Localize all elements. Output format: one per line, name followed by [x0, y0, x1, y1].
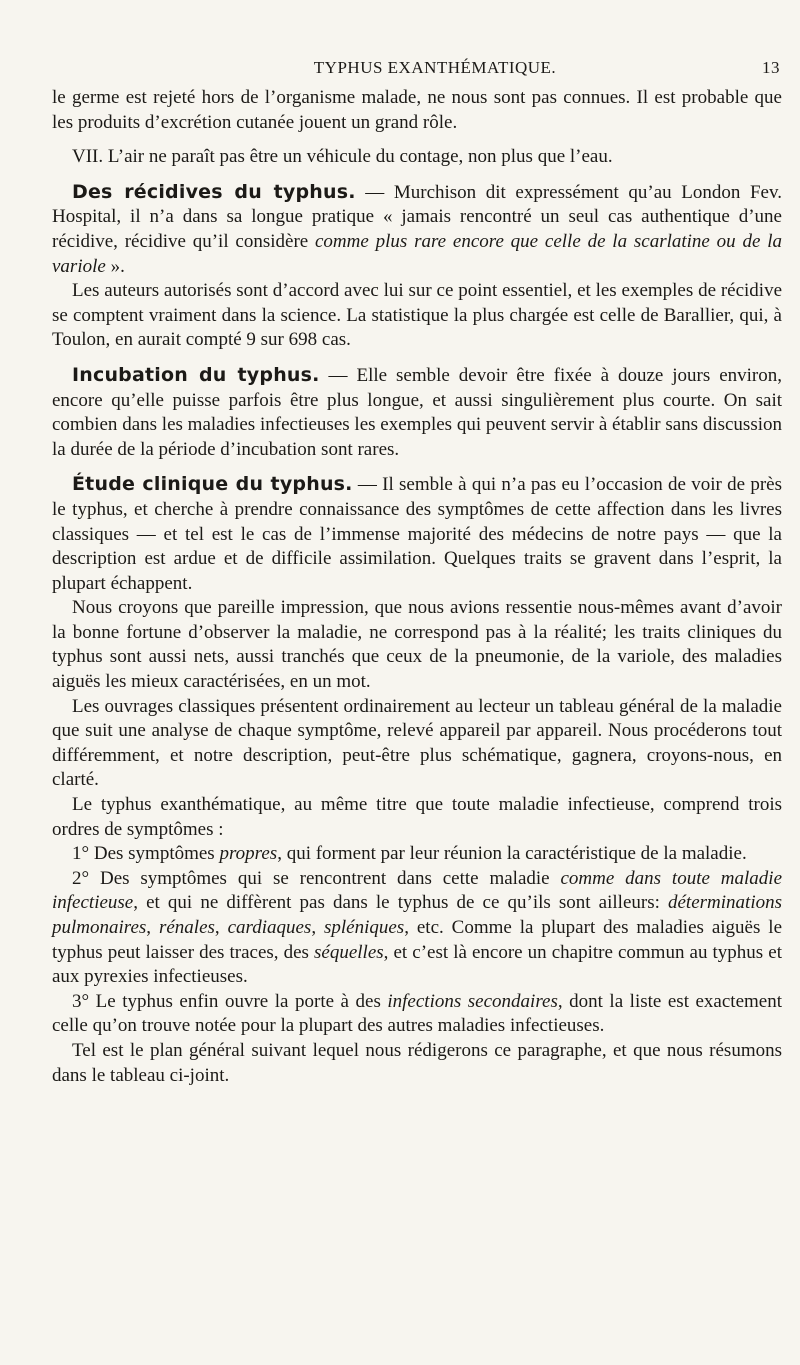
item3-emphasis: infections secondaires — [387, 990, 558, 1012]
page-number: 13 — [762, 58, 780, 77]
paragraph-ordres: Le typhus exanthématique, au même titre que toute maladie infectieuse, comprend trois ordres de symptômes : — [52, 794, 782, 840]
paragraph-ouvrages: Les ouvrages classiques présentent ordinairement au lecteur un tableau général de la maladie que suit une analyse de chaque symptôme, relevé appareil par appareil. Nous procéderons tout différemment, et notre description, peut-être plus schématique, gagnera, croyons-nous, en clarté. — [52, 695, 782, 791]
etude-text: — Il semble à qui n’a pas eu l’occasion de voir de près le typhus, et cherche à prendre connaissance des symptômes de cette affection dans les livres classiques — et tel est le cas de l’immense majorité des médecins de notre pays — que la description est ardue et de difficile assimilation. Quelques traits se gravent dans l’esprit, la plupart échappent. — [52, 474, 782, 594]
item2-text-f: , etc. Comme la plupart des maladies aiguës le typhus peut laisser des traces, des — [52, 917, 783, 963]
list-item-3 — [52, 990, 782, 1039]
item2-emphasis-5: spléniques — [323, 917, 405, 938]
item1-text: 1° Des symptômes — [72, 843, 220, 865]
section-heading-incubation: Incubation du typhus. — [72, 363, 320, 386]
page-body — [52, 86, 782, 1088]
item3-text: 3° Le typhus enfin ouvre la porte à des — [72, 990, 388, 1012]
item2-text: 2° Des symptômes qui se rencontrent dans cette maladie — [72, 867, 561, 889]
item2-emphasis-6: séquelles — [314, 941, 384, 963]
item1-emphasis: propres — [219, 843, 278, 865]
item3-text-end: , dont la liste est exactement celle qu’on trouve notée pour la plupart des autres maladies infectieuses. — [52, 990, 782, 1037]
paragraph-vii: VII. L’air ne paraît pas être un véhicule du contage, non plus que l’eau. — [72, 146, 613, 168]
paragraph-auteurs: Les auteurs autorisés sont d’accord avec lui sur ce point essentiel, et les exemples de récidive se comptent vraiment dans la science. La statistique la plus chargée est celle de Barallier, qui, à Toulon, en aurait compté 9 sur 698 cas. — [52, 280, 782, 351]
recidives-quote: comme plus rare encore que celle de la scarlatine ou de la variole — [52, 230, 782, 277]
paragraph-plan: Tel est le plan général suivant lequel nous rédigerons ce paragraphe, et que nous résumons dans le tableau ci-joint. — [52, 1039, 782, 1086]
item2-text-b: , et qui ne diffèrent pas dans le typhus de ce qu’ils sont ailleurs: — [133, 892, 668, 914]
list-item-2 — [52, 867, 782, 990]
paragraph-etude — [52, 472, 782, 596]
running-head — [90, 58, 780, 80]
item2-sep-3: , — [311, 917, 324, 938]
section-heading-recidives: Des récidives du typhus. — [72, 180, 356, 203]
item2-sep-1: , — [146, 917, 159, 938]
incubation-text: — Elle semble devoir être fixée à douze jours environ, encore qu’elle puisse parfois être plus longue, et aussi singulièrement plus courte. On sait combien dans les maladies infectieuses les exemples qui peuvent servir à établir sans discussion la durée de la période d’incubation sont rares. — [52, 364, 782, 460]
section-heading-etude: Étude clinique du typhus. — [72, 473, 353, 496]
paragraph-continuation: le germe est rejeté hors de l’organisme malade, ne nous sont pas connues. Il est probable que les produits d’excrétion cutanée jouent un grand rôle. — [52, 87, 782, 133]
list-item-1 — [52, 842, 782, 867]
item2-emphasis-3: rénales — [158, 917, 215, 938]
recidives-close: ». — [105, 255, 125, 277]
paragraph-impression: Nous croyons que pareille impression, que nous avions ressentie nous-mêmes avant d’avoir la bonne fortune d’observer la maladie, ne correspond pas à la réalité; les traits cliniques du typhus sont aussi nets, aussi tranchés que ceux de la pneumonie, de la variole, des maladies aiguës les mieux caractérisées, en un mot. — [52, 597, 782, 693]
paragraph-recidives — [52, 180, 782, 279]
item2-sep-2: , — [214, 917, 228, 938]
paragraph-incubation — [52, 363, 782, 462]
item2-emphasis-4: cardiaques — [227, 917, 312, 938]
item2-emphasis-1: comme dans toute maladie infectieuse — [52, 867, 782, 914]
running-title: TYPHUS EXANTHÉMATIQUE. — [313, 58, 557, 77]
item1-text-end: , qui forment par leur réunion la caractéristique de la maladie. — [277, 843, 747, 865]
recidives-text: — Murchison dit expressément qu’au London Fev. Hospital, il n’a dans sa longue pratique « jamais rencontré un seul cas authentique d’une récidive, récidive qu’il considère — [52, 181, 782, 252]
item2-text-end: , et c’est là encore un chapitre commun au typhus et aux pyrexies infectieuses. — [52, 941, 782, 988]
item2-emphasis-2: déterminations pulmonaires — [52, 892, 782, 938]
